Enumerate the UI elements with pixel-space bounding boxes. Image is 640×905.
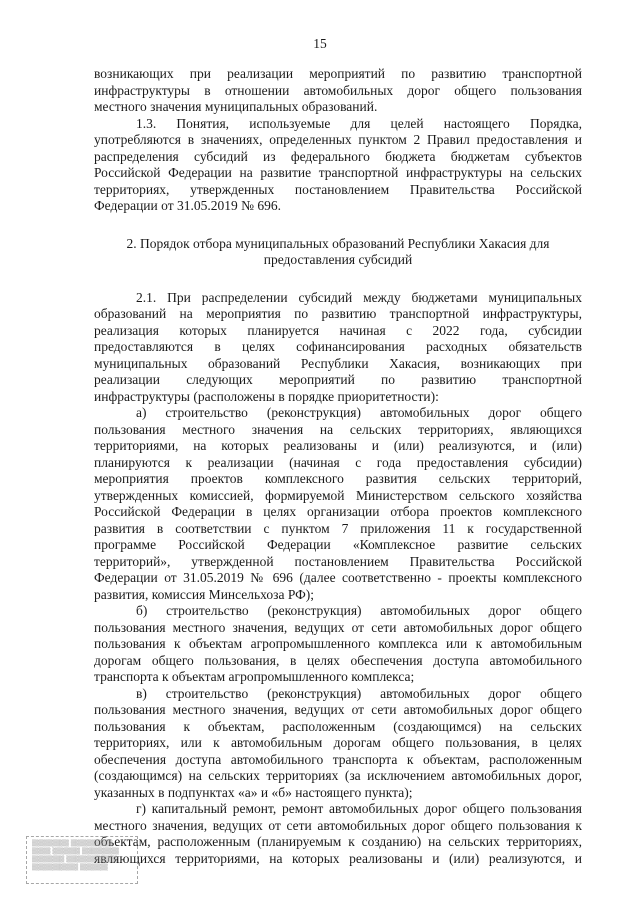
- text-line: пользования местного значения, ведущих от сети автомобильных дорог общего: [94, 702, 582, 717]
- text-line: Федерации от 31.05.2019 № 696.: [94, 198, 281, 213]
- text-line: утвержденных комиссией, формируемой Министерством сельского хозяйства: [94, 487, 582, 503]
- page-number: 15: [313, 36, 327, 51]
- paragraph-1-3: [94, 116, 582, 215]
- text-line: распределения субсидий из федерального бюджета бюджетам субъектов: [94, 148, 582, 164]
- text-line: территориях, или к автомобильным дорогам общего пользования, в целях: [94, 735, 582, 750]
- text-line: указанных в подпунктах «а» и «б» настоящего пункта);: [94, 784, 413, 800]
- text-line: в) строительство (реконструкция) автомобильных дорог общего: [136, 685, 582, 701]
- text-line: транспорта к объектам агропромышленного комплекса;: [94, 669, 415, 684]
- text-line: инфраструктуры (расположены в порядке приоритетности):: [94, 388, 439, 404]
- heading-line: предоставления субсидий: [263, 252, 413, 267]
- paragraph-2-1: [94, 290, 582, 406]
- text-line: 1.3. Понятия, используемые для целей настоящего Порядка,: [136, 115, 582, 131]
- text-line: пользования местного значения, ведущих от сети автомобильных дорог общего: [94, 619, 582, 635]
- text-line: употребляются в значениях, определенных пунктом 2 Правил предоставления и: [94, 132, 582, 147]
- text-line: образований на мероприятия по развитию транспортной инфраструктуры,: [94, 306, 582, 321]
- subitem-v: [94, 686, 582, 802]
- text-line: развития, комиссия Минсельхоза РФ);: [94, 586, 315, 602]
- text-line: г) капитальный ремонт, ремонт автомобильных дорог общего пользования: [136, 801, 582, 816]
- text-line: Федерации от 31.05.2019 № 696 (далее соответственно - проекты комплексного: [94, 570, 582, 585]
- text-line: развития в соответствии с пунктом 7 приложения 11 к государственной: [94, 520, 582, 536]
- subitem-b: [94, 603, 582, 686]
- text-line: муниципальных образований Республики Хакасия, возникающих при: [94, 355, 582, 371]
- text-line: (создающимся) на сельских территориях (за исключением автомобильных дорог,: [94, 768, 582, 783]
- text-line: б) строительство (реконструкция) автомобильных дорог общего: [136, 603, 582, 618]
- text-line: возникающих при реализации мероприятий по развитию транспортной: [94, 66, 582, 81]
- text-line: территорий», утвержденной постановлением Правительства Российской: [94, 553, 582, 569]
- text-line: а) строительство (реконструкция) автомобильных дорог общего: [136, 405, 582, 420]
- text-line: реализация которых планируется начиная с 2022 года, субсидии: [94, 322, 582, 338]
- subitem-a: [94, 405, 582, 603]
- text-line: объектам, расположенным (планируемым к созданию) на сельских территориях,: [94, 834, 582, 849]
- text-line: 2.1. При распределении субсидий между бюджетами муниципальных: [136, 289, 582, 305]
- text-line: предоставляются в целях софинансирования расходных обязательств: [94, 339, 582, 354]
- section-heading: [94, 236, 582, 269]
- text-line: пользования местного значения на сельских территориях, являющихся: [94, 421, 582, 437]
- text-line: пользования к объектам, расположенным (создающимся) на сельских: [94, 718, 582, 734]
- text-line: обеспечения доступа автомобильного транспорта к объектам, расположенным: [94, 751, 582, 767]
- document-body: [94, 66, 582, 867]
- text-line: мероприятия проектов комплексного развития сельских территорий,: [94, 471, 582, 486]
- text-line: местного значения, ведущих от сети автомобильных дорог общего пользования к: [94, 817, 582, 833]
- subitem-g: [94, 801, 582, 867]
- text-line: программе Российской Федерации «Комплексное развитие сельских: [94, 537, 582, 552]
- text-line: Российской Федерации в целях организации отбора проектов комплексного: [94, 504, 582, 519]
- text-line: являющихся территориями, на которых реализованы и (или) реализуются, и: [94, 850, 582, 866]
- text-line: пользования к объектам агропромышленного комплекса или к автомобильным: [94, 636, 582, 651]
- text-line: местного значения муниципальных образований.: [94, 99, 378, 114]
- text-line: планируются к реализации (начиная с года предоставления субсидии): [94, 454, 582, 470]
- text-line: территориями, на которых реализованы и (или) реализуются, и (или): [94, 438, 582, 453]
- text-line: инфраструктуры в отношении автомобильных дорог общего пользования: [94, 82, 582, 98]
- text-line: территориях, утвержденных постановлением Правительства Российской: [94, 181, 582, 197]
- text-line: дорогам общего пользования, в целях обеспечения доступа автомобильного: [94, 652, 582, 668]
- text-line: реализации следующих мероприятий по развитию транспортной: [94, 372, 582, 387]
- text-line: Российской Федерации на развитие транспортной инфраструктуры на сельских: [94, 165, 582, 180]
- paragraph-continuation: [94, 66, 582, 116]
- registration-stamp: ▒▒▒▒▒▒▒▒ ▒▒▒▒▒▒▒▒▒ ▒▒▒▒ ▒▒▒▒▒▒ ▒▒▒▒▒▒▒▒ ▒▒▒▒▒▒▒ ▒▒▒▒▒▒▒▒▒▒▒ ▒▒▒▒▒▒▒▒▒▒ ▒▒▒▒▒▒: [26, 836, 138, 884]
- heading-line: 2. Порядок отбора муниципальных образований Республики Хакасия для: [126, 235, 550, 251]
